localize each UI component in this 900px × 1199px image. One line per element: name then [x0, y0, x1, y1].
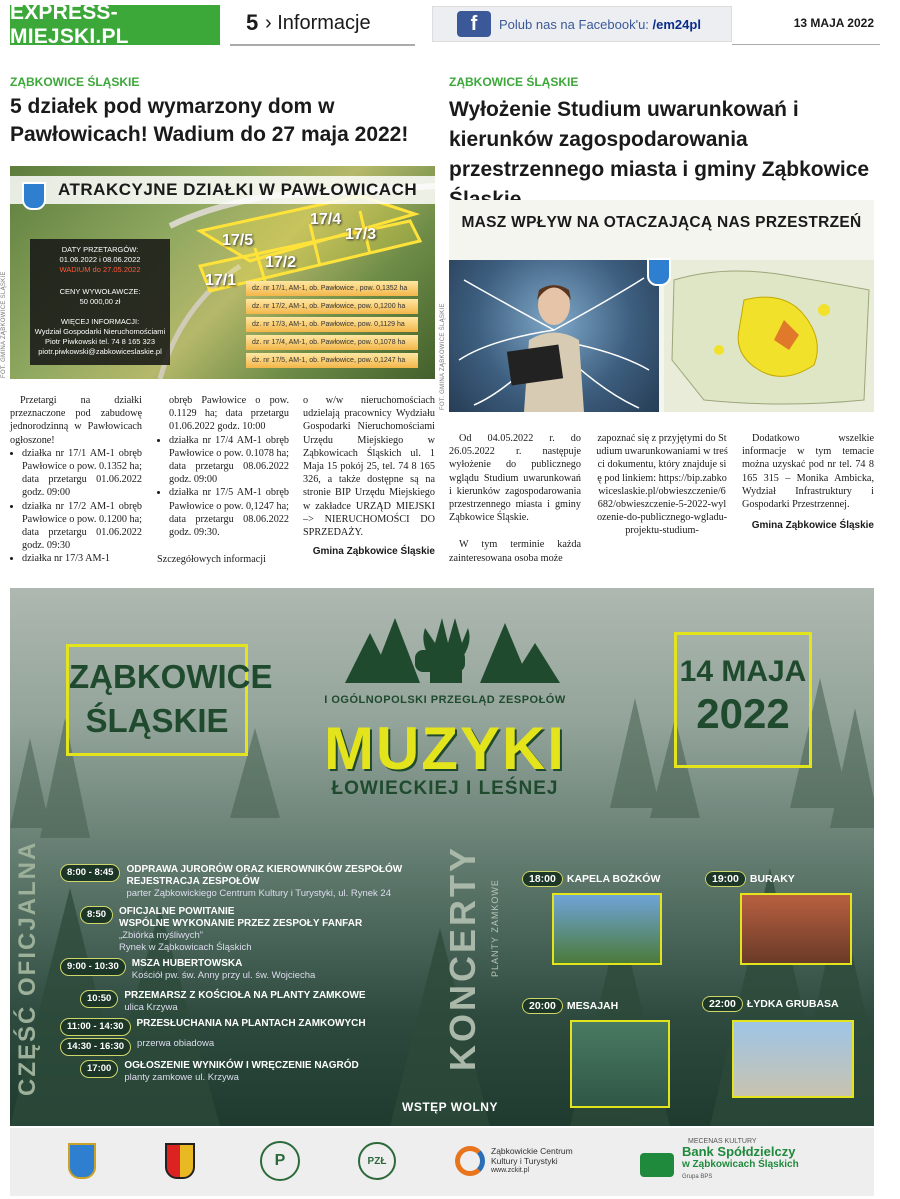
zckit-logo: [455, 1140, 595, 1182]
band-photo: [740, 893, 852, 965]
schedule-row: [60, 1060, 359, 1084]
right-col3-text: Dodatkowo wszelkie informacje w tym temacie można uzyskać pod nr tel. 74 8 165 315 – Monika Ambicka, Wydział Infrastruktury i Gospodarki Przestrzennej.: [742, 433, 874, 511]
list-item: • działka nr 17/1 AM-1 obręb Pawłowice o pow. 0.1352 ha; data przetargu 01.06.2022 godz. 09:00: [22, 447, 142, 500]
concerts-sublabel: PLANTY ZAMKOWE: [490, 879, 500, 977]
plot-label: 17/2: [265, 254, 297, 271]
bank-icon: [640, 1153, 674, 1177]
schedule-sub: „Zbiórka myśliwych”: [119, 930, 203, 941]
schedule-time: 11:00 - 14:30: [60, 1018, 131, 1036]
left-intro: Przetargi na działki przeznaczone pod zabudowę jednorodzinną w Pawłowicach ogłoszone!: [10, 395, 142, 446]
band-time: 22:00: [702, 996, 743, 1012]
town-crest-icon: [647, 258, 671, 286]
list-item: • działka nr 17/3 AM-1: [22, 552, 142, 565]
dates-value: 01.06.2022 i 08.06.2022: [59, 255, 141, 264]
left-col2-tail: Szczegółowych informacji: [157, 554, 266, 566]
bank-name: w Ząbkowicach Śląskich: [682, 1159, 799, 1170]
right-photo-title: MASZ WPŁYW NA OTACZAJĄCĄ NAS PRZESTRZEŃ: [461, 214, 862, 231]
event-date-year: 2022: [696, 690, 790, 737]
woman-laptop-image: [449, 260, 659, 412]
right-kicker: ZĄBKOWICE ŚLĄSKIE: [449, 75, 579, 89]
info-email: piotr.piwkowski@zabkowiceslaskie.pl: [38, 347, 162, 356]
town-box: [66, 644, 273, 756]
state-forests-icon: P: [258, 1140, 302, 1182]
left-headline: 5 działek pod wymarzony dom w Pawłowicach! Wadium do 27 maja 2022!: [10, 95, 409, 146]
right-signature: Gmina Ząbkowice Śląskie: [751, 520, 874, 531]
auction-info-box: [30, 239, 170, 365]
bank-group: Grupa BPS: [682, 1174, 713, 1180]
schedule-row: [60, 1038, 214, 1056]
official-part-label: CZĘŚĆ OFICJALNA: [14, 840, 41, 1096]
right-photo-credit: FOT. GMINA ZĄBKOWICE ŚLĄSKIE: [440, 303, 446, 410]
band-name: MESAJAH: [566, 1000, 619, 1012]
facebook-handle[interactable]: /em24pl: [652, 16, 701, 32]
left-col3-text: o w/w nieruchomościach udzielają pracownicy Wydziału Gospodarki Nieruchomościami Urzędu Miejskiego w Ząbkowicach Śląskich ul. 1 Maja 15 pokój 25, tel. 74 8 165 326, a także dostępne są na stronie BIP Urzędu Miejskiego w zakładce URZĄD MIEJSKI –> NIERUCHOMOŚCI DO SPRZEDAŻY.: [303, 395, 435, 539]
band-photo: [552, 893, 662, 965]
lot-row: dz. nr 17/1, AM-1, ob. Pawłowice , pow. 0,1352 ha: [246, 281, 418, 296]
right-headline: Wyłożenie Studium uwarunkowań i kierunków zagospodarowania przestrzennego miasta i gminy Ząbkowice: [449, 98, 870, 181]
festival-poster: [10, 588, 874, 1126]
town-crest-icon: [22, 182, 46, 210]
schedule-sub: planty zamkowe ul. Krzywa: [124, 1072, 239, 1083]
band-label: [702, 998, 839, 1010]
info-dept: Wydział Gospodarki Nieruchomościami: [34, 327, 166, 336]
band-time: 18:00: [522, 871, 563, 887]
festival-title-2: ŁOWIECKIEJ I LEŚNEJ: [331, 778, 559, 799]
facebook-banner[interactable]: [432, 6, 732, 42]
left-column-1: [10, 394, 142, 566]
left-kicker: ZĄBKOWICE ŚLĄSKIE: [10, 75, 140, 89]
bank-name: Bank Spółdzielczy: [682, 1144, 796, 1159]
zckit-logo-icon: [455, 1146, 485, 1176]
schedule-title: ODPRAWA JURORÓW ORAZ KIEROWNIKÓW ZESPOŁÓW: [126, 864, 403, 875]
town-line1: ZĄBKOWICE: [69, 658, 273, 695]
left-column-3: [303, 394, 435, 539]
right-col2-text: zapoznać się z przyjętymi do Studium uwarunkowaniami w treści dokumentu, który znajduje się pod linkiem: https://bip.zabkowiceslaskie.pl/obwieszczenie/6682/obwieszczenie-5-2022-wylozenie-do-publicznego-wgladu-projektu-studium-: [596, 433, 728, 537]
zckit-name: Kultury i Turystyki: [491, 1156, 558, 1166]
band-name: BURAKY: [749, 873, 795, 885]
right-column-3: [742, 432, 874, 511]
bank-logo: [640, 1132, 830, 1190]
schedule-row: [60, 864, 402, 900]
info-label: WIĘCEJ INFORMACJI:: [60, 317, 140, 326]
plot-label: 17/1: [205, 272, 237, 289]
schedule-title: WSPÓLNE WYKONANIE PRZEZ ZESPOŁY FANFAR: [119, 918, 363, 929]
list-item: • działka nr 17/2 AM-1 obręb Pawłowice o pow. 0.1200 ha; data przetargu 01.06.2022 godz. 09:30: [22, 500, 142, 553]
plot-label: 17/4: [310, 211, 342, 228]
lot-row: dz. nr 17/3, AM-1, ob. Pawłowice, pow. 0,1129 ha: [246, 317, 418, 332]
band-time: 19:00: [705, 871, 746, 887]
left-column-2: [157, 394, 289, 566]
schedule-title: PRZEMARSZ Z KOŚCIOŁA NA PLANTY ZAMKOWE: [124, 990, 366, 1001]
event-date-day: 14 MAJA: [679, 655, 807, 688]
schedule-time: 10:50: [80, 990, 118, 1008]
wadium-deadline: WADIUM do 27.05.2022: [59, 265, 141, 274]
bank-patron-label: MECENAS KULTURY: [688, 1138, 757, 1145]
schedule-time: 8:50: [80, 906, 113, 924]
schedule-sub: ulica Krzywa: [124, 1002, 178, 1013]
right-col1b-text: W tym terminie każda zainteresowana osoba może: [449, 539, 581, 564]
right-col1-text: Od 04.05.2022 r. do 26.05.2022 r. następuje wyłożenie do publicznego wglądu Studium uwarunkowań i kierunków zagospodarowania przestrzennego miasta i gminy Ząbkowice Śląskie.: [449, 433, 581, 524]
free-entry: WSTĘP WOLNY: [402, 1100, 498, 1114]
zoning-map: [664, 260, 874, 412]
page-number: 5: [246, 10, 259, 35]
concerts-label: KONCERTY: [442, 845, 483, 1072]
schedule-title: MSZA HUBERTOWSKA: [131, 958, 243, 969]
facebook-like-icon: f: [457, 11, 491, 37]
list-item: • działka nr 17/4 AM-1 obręb Pawłowice o pow. 0.1078 ha; data przetargu 08.06.2022 godz. 09:00: [169, 434, 289, 487]
schedule-title: OFICJALNE POWITANIE: [119, 906, 235, 917]
left-signature: Gmina Ząbkowice Śląskie: [312, 546, 435, 557]
sponsor-footer: [10, 1128, 874, 1196]
lot-row: dz. nr 17/4, AM-1, ob. Pawłowice, pow. 0,1078 ha: [246, 335, 418, 350]
band-photo: [570, 1020, 670, 1108]
schedule-title: REJESTRACJA ZESPOŁÓW: [126, 876, 260, 887]
festival-title: MUZYKI: [324, 715, 566, 782]
right-photo: [449, 200, 874, 412]
header-rule-right: [732, 44, 880, 45]
price-value: 50 000,00 zł: [79, 297, 121, 306]
zckit-name: Ząbkowickie Centrum: [491, 1146, 573, 1156]
town-line2: ŚLĄSKIE: [85, 702, 229, 739]
left-photo-title: ATRAKCYJNE DZIAŁKI W PAWŁOWICACH: [10, 176, 435, 204]
left-photo: [10, 166, 435, 379]
band-name: KAPELA BOŻKÓW: [566, 873, 661, 885]
right-column-1: [449, 432, 581, 565]
schedule-sub: parter Ząbkowickiego Centrum Kultury i Turystyki, ul. Rynek 24: [126, 888, 391, 899]
band-photo: [732, 1020, 854, 1098]
schedule-title: OGŁOSZENIE WYNIKÓW I WRĘCZENIE NAGRÓD: [124, 1060, 359, 1071]
left-photo-credit: FOT. GMINA ZĄBKOWICE ŚLĄSKIE: [1, 271, 7, 378]
woman-figure: [449, 260, 659, 412]
band-label: [522, 873, 660, 885]
zabkowice-crest-icon: [65, 1140, 99, 1182]
facebook-text: Polub nas na Facebook'u: /em24pl: [499, 16, 701, 32]
schedule-sub: przerwa obiadowa: [137, 1038, 215, 1049]
info-person: Piotr Piwkowski tel. 74 8 165 323: [44, 337, 156, 346]
schedule-title: PRZESŁUCHANIA NA PLANTACH ZAMKOWYCH: [136, 1018, 366, 1029]
right-column-2: [596, 432, 728, 538]
lot-row: dz. nr 17/2, AM-1, ob. Pawłowice, pow. 0,1200 ha: [246, 299, 418, 314]
header-rule: [230, 44, 415, 46]
festival-subtitle: I OGÓLNOPOLSKI PRZEGLĄD ZESPOŁÓW: [324, 694, 566, 706]
zoning-map-image: [664, 260, 874, 412]
dates-label: DATY PRZETARGÓW:: [61, 245, 139, 254]
site-brand[interactable]: EXPRESS-MIEJSKI.PL: [10, 5, 220, 45]
plot-label: 17/3: [345, 226, 377, 243]
lot-row: dz. nr 17/5, AM-1, ob. Pawłowice, pow. 0,1247 ha: [246, 353, 418, 368]
left-col2-lead: obręb Pawłowice o pow. 0.1129 ha; data przetargu 01.06.2022 godz. 10:00: [169, 395, 289, 433]
zckit-url: www.zckit.pl: [491, 1167, 530, 1174]
band-time: 20:00: [522, 998, 563, 1014]
schedule-time: 8:00 - 8:45: [60, 864, 120, 882]
price-label: CENY WYWOŁAWCZE:: [59, 287, 141, 296]
schedule-time: 14:30 - 16:30: [60, 1038, 131, 1056]
list-item: • działka nr 17/5 AM-1 obręb Pawłowice o pow. 0,1247 ha; data przetargu 08.06.2022 godz. 09:30.: [169, 486, 289, 539]
schedule-row: [60, 958, 315, 982]
band-label: [522, 1000, 618, 1012]
powiat-crest-icon: [160, 1140, 200, 1182]
schedule-sub: Kościół pw. św. Anny przy ul. św. Wojciecha: [131, 970, 316, 981]
band-label: [705, 873, 795, 885]
schedule-row: [60, 906, 362, 954]
schedule-time: 9:00 - 10:30: [60, 958, 126, 976]
issue-date: 13 MAJA 2022: [793, 16, 874, 30]
schedule-row: [60, 990, 366, 1014]
schedule-row: [60, 1018, 366, 1036]
schedule-sub: Rynek w Ząbkowicach Śląskich: [119, 942, 252, 953]
schedule-time: 17:00: [80, 1060, 118, 1078]
band-name: ŁYDKA GRUBASA: [746, 998, 839, 1010]
plot-label: 17/5: [222, 232, 254, 249]
hunting-association-icon: PZŁ: [355, 1140, 399, 1182]
section-title: › Informacje: [265, 12, 371, 34]
event-date-box: [674, 632, 812, 768]
